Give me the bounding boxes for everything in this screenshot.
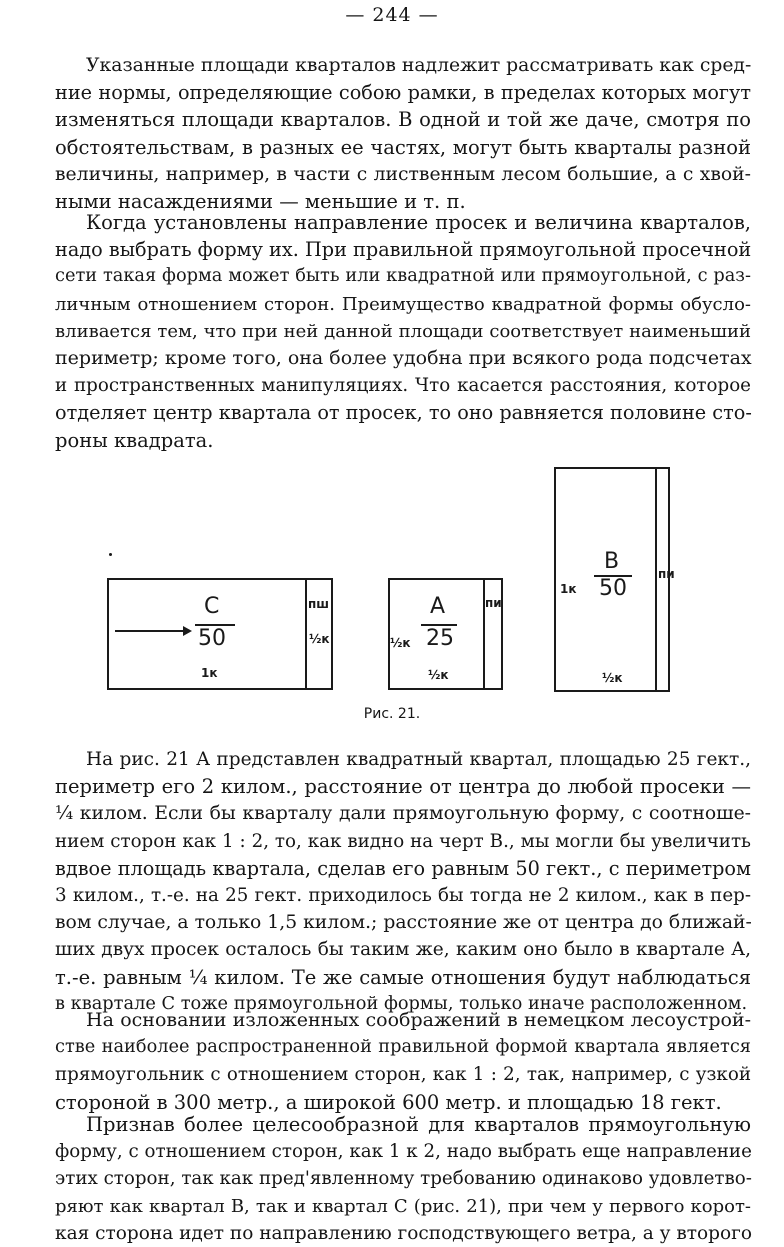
left-side-label: 1к	[560, 582, 577, 596]
clearing-label: пи	[485, 596, 502, 610]
text-line: ших двух просек осталось бы таким же, каким оно было в квартале А,	[55, 939, 751, 961]
text-line: вдвое площадь квартала, сделав его равным 50 гект., с периметром	[55, 856, 751, 880]
clearing-label: пи	[658, 567, 675, 581]
text-line: отделяет центр квартала от просек, то оно равняется половине сто-	[55, 401, 752, 425]
quarter-area: 25	[426, 626, 454, 651]
text-line: ние нормы, определяющие собою рамки, в пределах которых могут	[55, 81, 751, 105]
quarter-b	[554, 467, 675, 692]
text-line: прямоугольник с отношением сторон, как 1 : 2, так, например, с узкой	[55, 1064, 751, 1086]
text-line: ряют как квартал В, так и квартал С (рис. 21), при чем у первого корот-	[55, 1195, 751, 1217]
speck	[109, 553, 112, 556]
text-line: изменяться площади кварталов. В одной и той же даче, смотря по	[55, 108, 751, 132]
bottom-side-label: 1к	[201, 666, 218, 680]
text-line: вом случае, а только 1,5 килом.; расстояние же от центра до ближай-	[55, 912, 752, 934]
text-line: этих сторон, так как пред'явленному требованию одинаково удовлетво-	[55, 1168, 752, 1190]
text-line: Признав более целесообразной для кварталов прямоугольную	[86, 1113, 751, 1136]
text-line: Когда установлены направление просек и величина кварталов,	[86, 211, 751, 234]
page-number: — 244 —	[345, 4, 439, 26]
quarter-a	[388, 578, 503, 690]
quarter-c	[107, 578, 333, 690]
text-line: стороной в 300 метр., а широкой 600 метр. и площадью 18 гект.	[55, 1090, 722, 1114]
text-line: На основании изложенных соображений в немецком лесоустрой-	[86, 1009, 751, 1031]
text-line: величины, например, в части с лиственным лесом большие, а с хвой-	[55, 163, 751, 185]
figure-21	[100, 460, 680, 700]
bottom-side-label: ½к	[602, 671, 623, 685]
text-line: форму, с отношением сторон, как 1 к 2, надо выбрать еще направление	[55, 1141, 752, 1163]
text-line: кая сторона идет по направлению господствующего ветра, а у второго	[55, 1222, 752, 1244]
side-label: ½к	[309, 632, 330, 646]
text-line: периметр; кроме того, она более удобна при всякого рода подсчетах	[55, 346, 752, 369]
clearing-label: пш	[308, 597, 330, 611]
text-line: в квартале С тоже прямоугольной формы, только иначе расположенном.	[55, 993, 748, 1014]
text-line: сети такая форма может быть или квадратной или прямоугольной, с раз-	[55, 266, 751, 287]
paragraph-4	[55, 1007, 751, 1116]
text-line: надо выбрать форму их. При правильной прямоугольной просечной	[55, 238, 752, 262]
text-line: стве наиболее распространенной правильной формой квартала является	[55, 1037, 751, 1058]
text-line: ¼ килом. Если бы кварталу дали прямоугольную форму, с соотноше-	[55, 803, 751, 825]
text-line: обстоятельствам, в разных ее частях, могут быть кварталы разной	[55, 135, 751, 159]
text-line: и пространственных манипуляциях. Что касается расстояния, которое	[55, 375, 751, 397]
left-side-label: ½к	[390, 636, 411, 650]
paragraph-3	[55, 746, 751, 1018]
paragraph-2	[55, 209, 751, 454]
text-line: нием сторон как 1 : 2, то, как видно на черт В., мы могли бы увеличить	[55, 830, 751, 852]
paragraph-1	[55, 52, 751, 215]
text-line: ными насаждениями — меньшие и т. п.	[55, 189, 466, 213]
quarter-letter: B	[604, 549, 620, 574]
text-line: На рис. 21 А представлен квадратный квартал, площадью 25 гект.,	[86, 749, 751, 770]
text-line: личным отношением сторон. Преимущество квадратной формы обусло-	[55, 293, 751, 315]
bottom-side-label: ½к	[428, 668, 449, 682]
clearing-strip	[655, 469, 657, 690]
paragraph-5	[55, 1111, 751, 1247]
text-line: роны квадрата.	[55, 428, 214, 452]
text-line: 3 килом., т.-е. на 25 гект. приходилось бы тогда не 2 килом., как в пер-	[55, 884, 751, 906]
text-line: т.-е. равным ¼ килом. Те же самые отношения будут наблюдаться	[55, 965, 751, 989]
quarter-area: 50	[599, 576, 627, 601]
arrow-right-icon	[113, 624, 193, 638]
quarter-letter: C	[204, 594, 220, 619]
clearing-strip	[305, 580, 307, 688]
figure-caption: Рис. 21.	[363, 706, 421, 722]
text-line: вливается тем, что при ней данной площади соответствует наименьший	[55, 320, 751, 342]
text-line: периметр его 2 килом., расстояние от центра до любой просеки —	[55, 775, 751, 799]
text-line: Указанные площади кварталов надлежит рассматривать как сред-	[86, 55, 752, 76]
quarter-area: 50	[198, 626, 226, 651]
quarter-letter: A	[430, 594, 446, 619]
